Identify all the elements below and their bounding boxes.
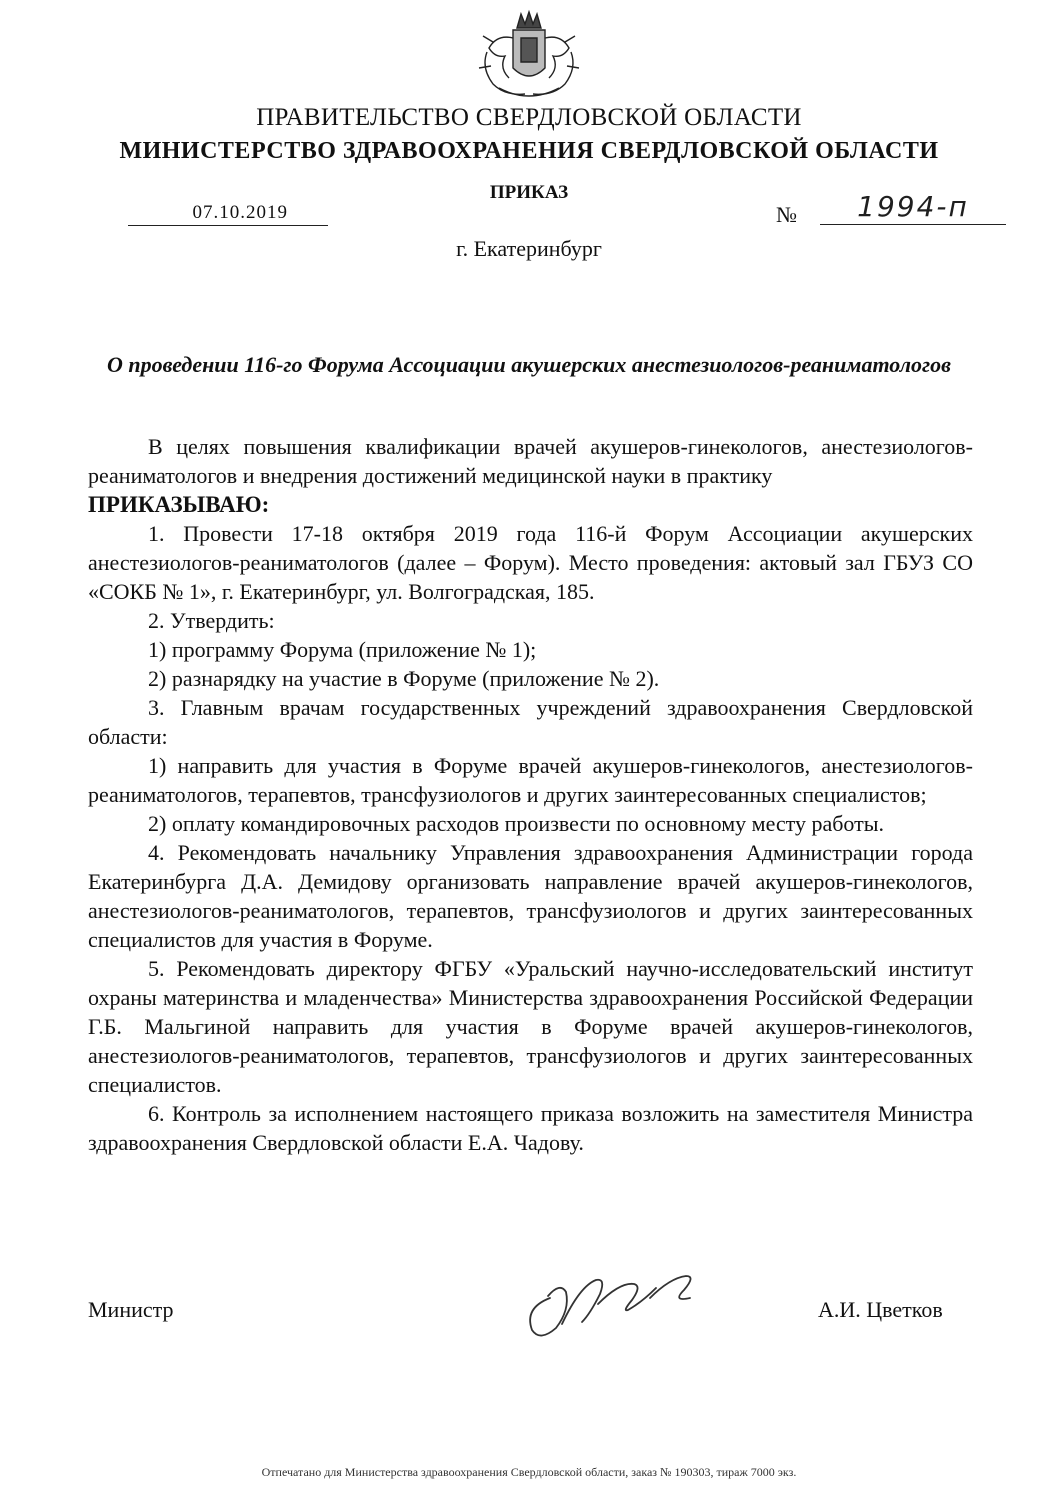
- signature-icon: [510, 1258, 710, 1348]
- paragraph: 5. Рекомендовать директору ФГБУ «Уральский научно-исследовательский институт охраны материнства и младенчества» Министерства здравоохранения Российской Федерации Г.Б. Мальгиной направить для участия в Форуме врачей акушеров-гинекологов, анестезиологов-реаниматологов, терапевтов, трансфузиологов и других заинтересованных специалистов.: [88, 956, 973, 1097]
- order-subject: О проведении 116-го Форума Ассоциации акушерских анестезиологов-реаниматологов: [107, 352, 951, 377]
- order-number: 1994-п: [820, 190, 1006, 225]
- orders-label: ПРИКАЗЫВАЮ:: [88, 492, 270, 517]
- paragraph: 2) оплату командировочных расходов произвести по основному месту работы.: [148, 811, 885, 836]
- government-heading: ПРАВИТЕЛЬСТВО СВЕРДЛОВСКОЙ ОБЛАСТИ: [256, 104, 802, 131]
- preamble: В целях повышения квалификации врачей акушеров-гинекологов, анестезиологов-реаниматологов и внедрения достижений медицинской науки в практику: [88, 434, 973, 488]
- number-label: №: [776, 202, 797, 227]
- signatory-name: А.И. Цветков: [818, 1297, 943, 1322]
- paragraph: 1. Провести 17-18 октября 2019 года 116-й Форум Ассоциации акушерских анестезиологов-реаниматологов (далее – Форум). Место проведения: актовый зал ГБУЗ СО «СОКБ № 1», г. Екатеринбург, ул. Волгоградская, 185.: [88, 521, 973, 604]
- paragraph: 4. Рекомендовать начальнику Управления здравоохранения Администрации города Екатеринбурга Д.А. Демидову организовать направление врачей акушеров-гинекологов, анестезиологов-реаниматологов, терапевтов, трансфузиологов и других заинтересованных специалистов для участия в Форуме.: [88, 840, 973, 952]
- paragraph: 1) направить для участия в Форуме врачей акушеров-гинекологов, анестезиологов-реаниматологов, терапевтов, трансфузиологов и других заинтересованных специалистов;: [88, 753, 973, 807]
- paragraph: 2) разнарядку на участие в Форуме (приложение № 2).: [148, 666, 660, 691]
- signatory-position: Министр: [88, 1297, 174, 1322]
- paragraph: 3. Главным врачам государственных учреждений здравоохранения Свердловской области:: [88, 695, 973, 749]
- ministry-heading: МИНИСТЕРСТВО ЗДРАВООХРАНЕНИЯ СВЕРДЛОВСКОЙ ОБЛАСТИ: [119, 138, 939, 164]
- city: г. Екатеринбург: [456, 236, 602, 261]
- order-date: 07.10.2019: [128, 202, 328, 226]
- print-footer: Отпечатано для Министерства здравоохранения Свердловской области, заказ № 190303, тираж 7000 экз.: [261, 1465, 797, 1479]
- order-body: [88, 432, 973, 1157]
- paragraph: 6. Контроль за исполнением настоящего приказа возложить на заместителя Министра здравоохранения Свердловской области Е.А. Чадову.: [88, 1101, 973, 1155]
- document-type: ПРИКАЗ: [489, 182, 569, 203]
- paragraph: 2. Утвердить:: [148, 608, 275, 633]
- paragraph: 1) программу Форума (приложение № 1);: [148, 637, 537, 662]
- coat-of-arms-icon: [469, 8, 589, 104]
